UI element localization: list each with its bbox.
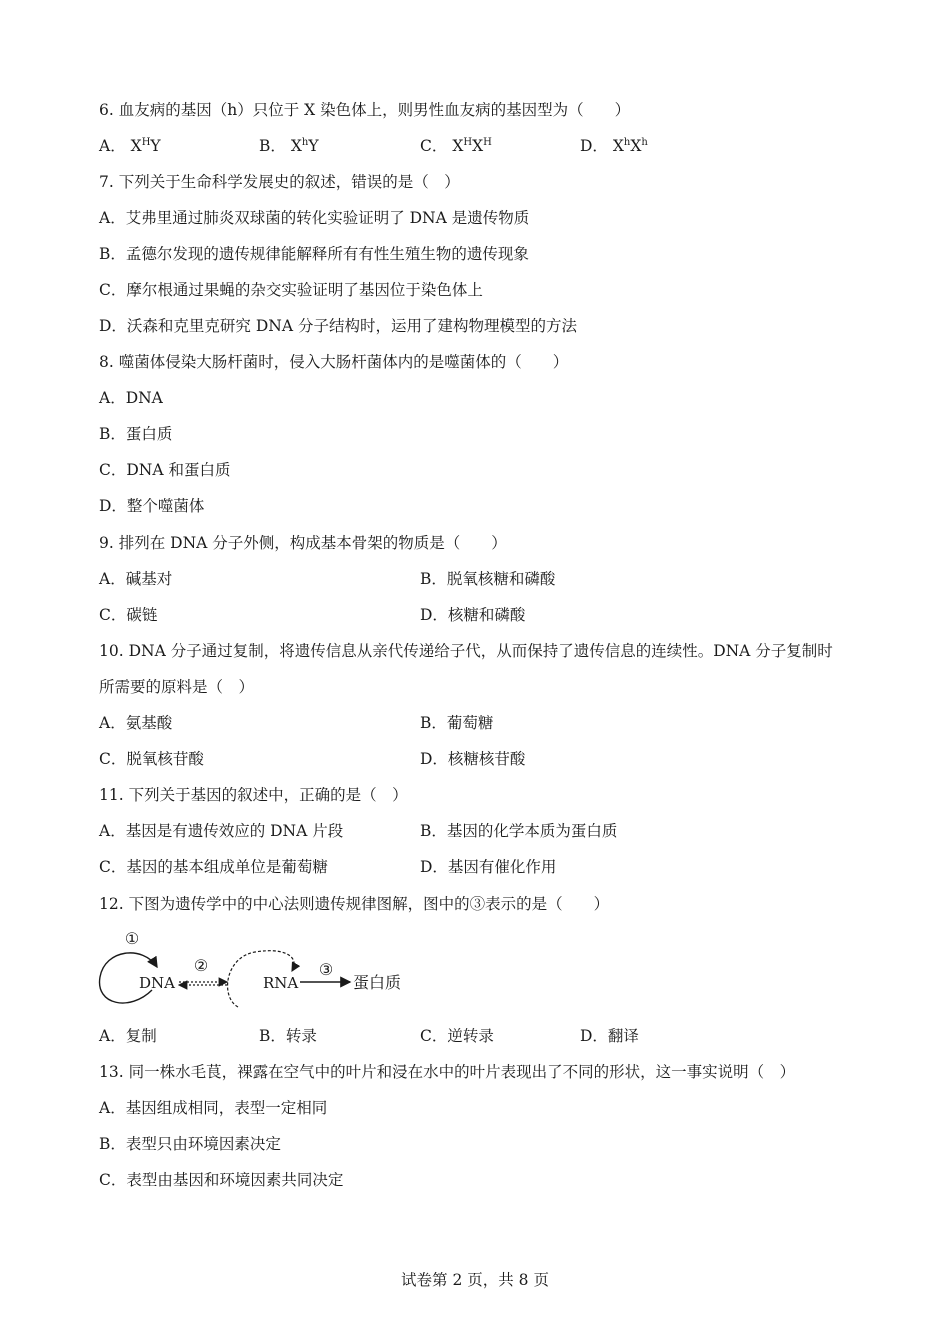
q8-stem: 8. 噬菌体侵染大肠杆菌时，侵入大肠杆菌体内的是噬菌体的（ ）	[99, 353, 569, 371]
q8-option-d: D．整个噬菌体	[99, 497, 205, 515]
page-footer: 试卷第 2 页，共 8 页	[401, 1271, 549, 1289]
q12-option-b: B．转录	[259, 1027, 317, 1045]
q12-stem: 12. 下图为遗传学中的中心法则遗传规律图解，图中的③表示的是（ ）	[99, 895, 610, 913]
central-dogma-diagram	[95, 927, 425, 1017]
q13-stem: 13. 同一株水毛茛，裸露在空气中的叶片和浸在水中的叶片表现出了不同的形状，这一事实说明（ ）	[99, 1063, 796, 1081]
q7-option-b: B．孟德尔发现的遗传规律能解释所有有性生殖生物的遗传现象	[99, 245, 529, 263]
q9-option-d: D．核糖和磷酸	[420, 606, 526, 624]
q9-stem: 9. 排列在 DNA 分子外侧，构成基本骨架的物质是（ ）	[99, 534, 507, 552]
q7-option-c: C．摩尔根通过果蝇的杂交实验证明了基因位于染色体上	[99, 281, 483, 299]
label-3: ③	[318, 960, 334, 979]
q10-option-c: C．脱氧核苷酸	[99, 750, 204, 768]
q10-stem-line1: 10. DNA 分子通过复制，将遗传信息从亲代传递给子代，从而保持了遗传信息的连续性。DNA 分子复制时	[99, 642, 833, 660]
q7-stem: 7. 下列关于生命科学发展史的叙述，错误的是（ ）	[99, 173, 460, 191]
q8-option-c: C．DNA 和蛋白质	[99, 461, 231, 479]
q7-option-a: A．艾弗里通过肺炎双球菌的转化实验证明了 DNA 是遗传物质	[99, 209, 530, 227]
label-2: ②	[193, 956, 209, 975]
q6-option-a: A． $X^HY$	[99, 137, 161, 155]
q6-option-d: D． $X^hX^h$	[580, 137, 648, 155]
q9-option-b: B．脱氧核糖和磷酸	[420, 570, 556, 588]
q11-option-a: A．基因是有遗传效应的 DNA 片段	[99, 822, 344, 840]
q11-option-c: C．基因的基本组成单位是葡萄糖	[99, 858, 328, 876]
q12-option-a: A．复制	[99, 1027, 157, 1045]
q11-option-d: D．基因有催化作用	[420, 858, 557, 876]
q12-option-d: D．翻译	[580, 1027, 639, 1045]
q8-option-a: A．DNA	[99, 389, 163, 407]
q10-stem-line2: 所需要的原料是（ ）	[99, 678, 255, 696]
rna-label: RNA	[263, 974, 299, 992]
q10-option-b: B．葡萄糖	[420, 714, 494, 732]
q13-option-a: A．基因组成相同，表型一定相同	[99, 1099, 328, 1117]
dna-label: DNA	[139, 974, 175, 992]
q8-option-b: B．蛋白质	[99, 425, 173, 443]
q11-option-b: B．基因的化学本质为蛋白质	[420, 822, 618, 840]
label-1: ①	[124, 929, 140, 948]
q7-option-d: D．沃森和克里克研究 DNA 分子结构时，运用了建构物理模型的方法	[99, 317, 577, 335]
q6-stem: 6. 血友病的基因（h）只位于 X 染色体上，则男性血友病的基因型为（ ）	[99, 101, 631, 119]
q13-option-b: B．表型只由环境因素决定	[99, 1135, 281, 1153]
q9-option-c: C．碳链	[99, 606, 158, 624]
q11-stem: 11. 下列关于基因的叙述中，正确的是（ ）	[99, 786, 408, 804]
q10-option-d: D．核糖核苷酸	[420, 750, 526, 768]
q10-option-a: A．氨基酸	[99, 714, 173, 732]
q6-option-c: C． $X^HX^H$	[420, 137, 492, 155]
q6-option-b: B． $X^hY$	[259, 137, 319, 155]
protein-label: 蛋白质	[353, 973, 402, 992]
q9-option-a: A．碱基对	[99, 570, 173, 588]
q12-option-c: C．逆转录	[420, 1027, 494, 1045]
q13-option-c: C．表型由基因和环境因素共同决定	[99, 1171, 344, 1189]
